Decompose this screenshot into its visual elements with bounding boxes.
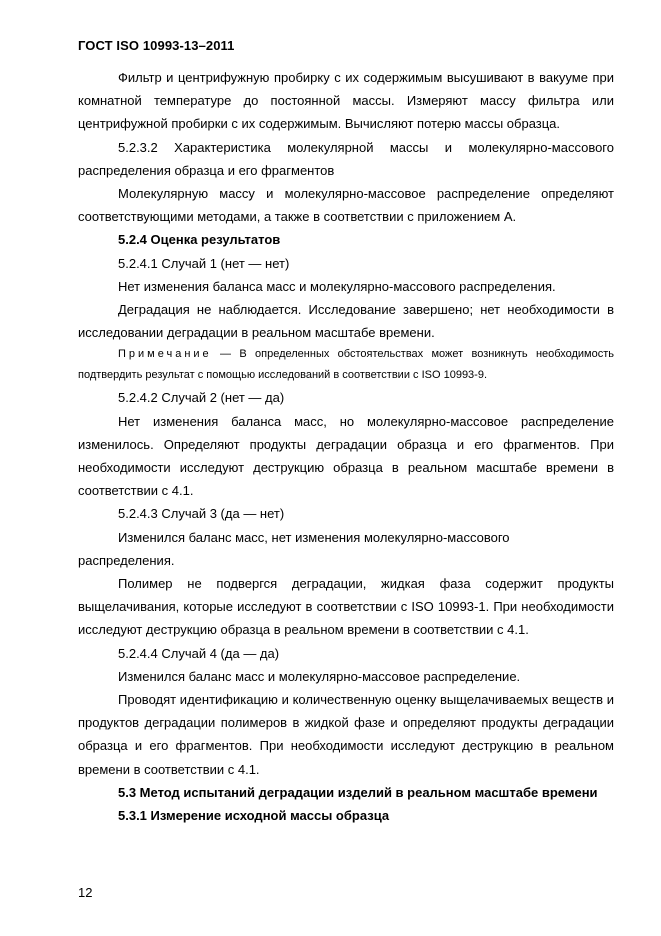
note-label: Примечание — [118, 348, 212, 361]
paragraph: Проводят идентификацию и количественную оценку выщелачиваемых веществ и продуктов деградации полимеров в жидкой фазе и определяют продукты деградации образца и его фрагментов. При необходимости исследуют деструкцию в реальном времени в соответствии с 4.1. — [78, 692, 614, 777]
paragraph-continuation: распределения. — [78, 552, 175, 568]
case-heading: 5.2.4.2 Случай 2 (нет — да) — [118, 390, 285, 406]
paragraph: Нет изменения баланса масс и молекулярно-массового распределения. — [118, 278, 556, 294]
section-heading: 5.3 Метод испытаний деградации изделий в реальном масштабе времени — [118, 784, 598, 800]
paragraph: Изменился баланс масс и молекулярно-массовое распределение. — [118, 668, 521, 684]
subsection-heading: 5.2.3.2 Характеристика молекулярной массы и молекулярно-массового распределения образца и его фрагментов — [78, 139, 614, 178]
paragraph: Молекулярную массу и молекулярно-массовое распределение определяют соответствующими методами, а также в соответствии с приложением А. — [78, 186, 614, 225]
paragraph: Изменился баланс масс, нет изменения молекулярно-массового — [118, 529, 510, 545]
document-header: ГОСТ ISO 10993-13–2011 — [78, 38, 235, 53]
section-heading: 5.2.4 Оценка результатов — [118, 232, 281, 248]
document-body — [78, 66, 614, 827]
note — [78, 344, 614, 386]
subsection-heading-bold: 5.3.1 Измерение исходной массы образца — [118, 808, 390, 824]
note-text: — В определенных обстоятельствах может возникнуть необходимость подтвердить результат с помощью исследований в соответствии с ISO 10993-9. — [78, 348, 614, 382]
paragraph: Нет изменения баланса масс, но молекулярно-массовое распределение изменилось. Определяют продукты деградации образца и его фрагментов. При необходимости исследуют деструкцию образца в реальном масштабе времени в соответствии с 4.1. — [78, 413, 614, 499]
page-number: 12 — [78, 885, 93, 900]
paragraph: Полимер не подвергся деградации, жидкая фаза содержит продукты выщелачивания, которые исследуют в соответствии с ISO 10993-1. При необходимости исследуют деструкцию образца в реальном времени в соответствии с 4.1. — [78, 576, 614, 638]
paragraph: Фильтр и центрифужную пробирку с их содержимым высушивают в вакууме при комнатной температуре до постоянной массы. Измеряют массу фильтра или центрифужной пробирки с их содержимым. Вычисляют потерю массы образца. — [78, 70, 614, 132]
case-heading: 5.2.4.3 Случай 3 (да — нет) — [118, 506, 285, 522]
paragraph: Деградация не наблюдается. Исследование завершено; нет необходимости в исследовании деградации в реальном масштабе времени. — [78, 302, 614, 341]
case-heading: 5.2.4.4 Случай 4 (да — да) — [118, 645, 280, 661]
case-heading: 5.2.4.1 Случай 1 (нет — нет) — [118, 255, 290, 271]
